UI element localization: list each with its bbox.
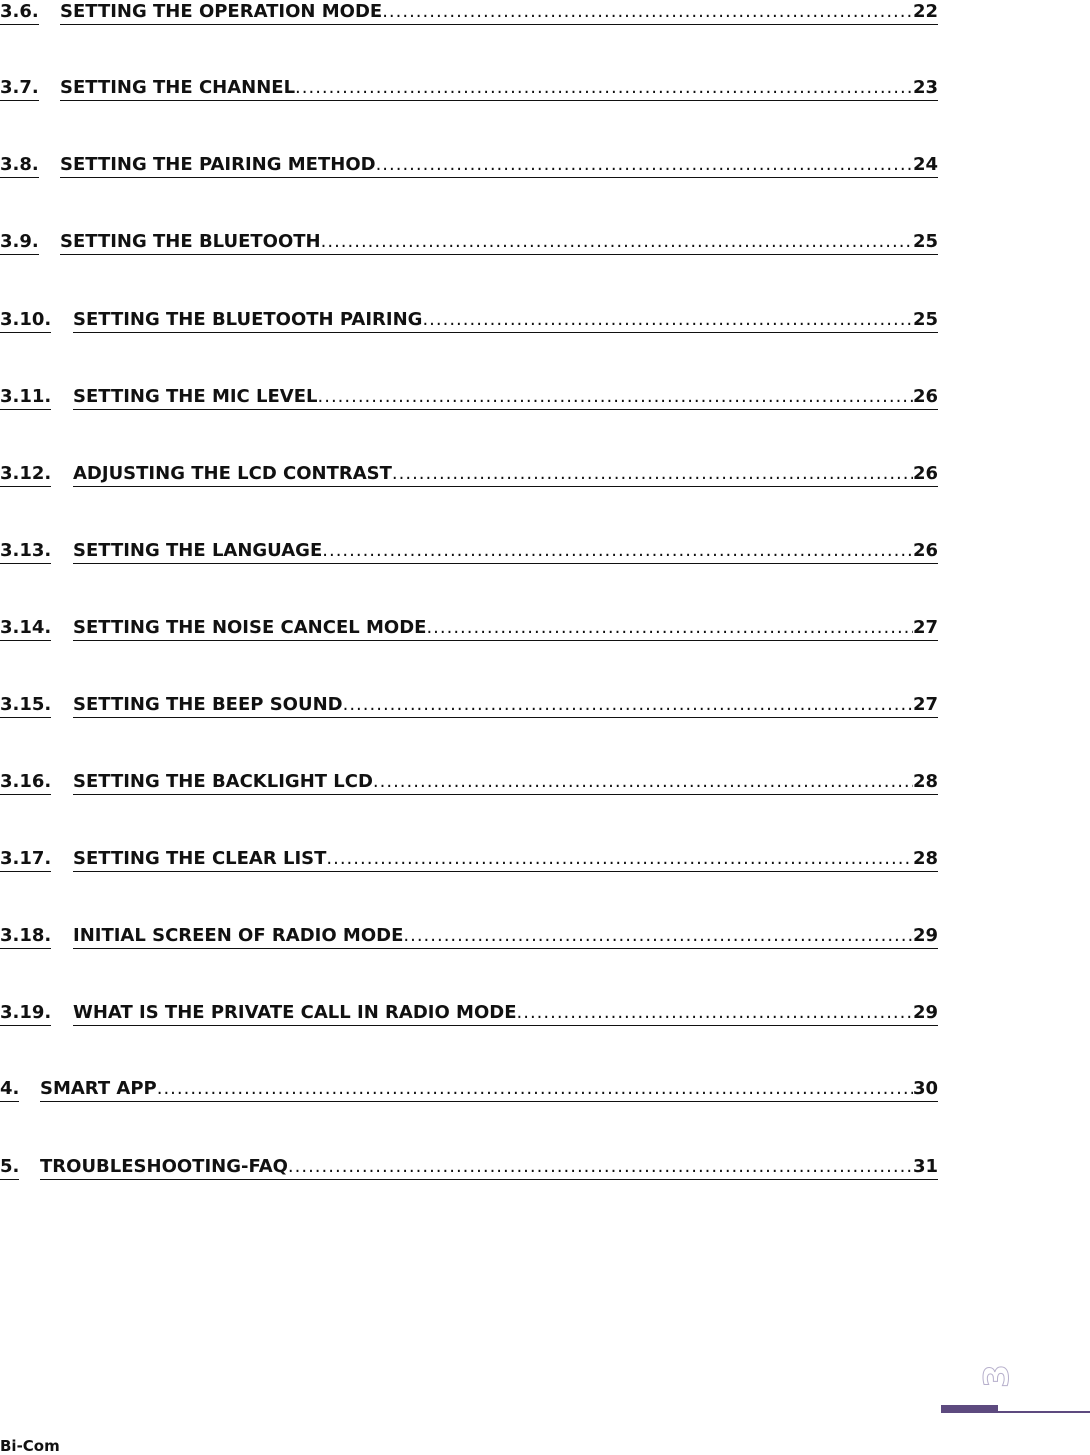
toc-entry-page: 28 bbox=[912, 771, 938, 792]
toc-entry-link[interactable] bbox=[60, 153, 938, 178]
toc-entry-number[interactable]: 3.6. bbox=[0, 0, 39, 25]
toc-entry-title: SETTING THE MIC LEVEL bbox=[73, 386, 318, 407]
toc-dot-leader bbox=[373, 770, 913, 794]
toc-dot-leader bbox=[326, 847, 913, 871]
toc-entry-page: 30 bbox=[912, 1078, 938, 1099]
toc-entry-number[interactable]: 5. bbox=[0, 1155, 19, 1180]
toc-dot-leader bbox=[422, 308, 912, 332]
footer-accent-line bbox=[998, 1411, 1090, 1413]
toc-entry-link[interactable] bbox=[73, 385, 938, 410]
toc-entry-number[interactable]: 3.18. bbox=[0, 924, 51, 949]
toc-dot-leader bbox=[403, 924, 913, 948]
toc-entry-link[interactable] bbox=[73, 616, 938, 641]
toc-entry-page: 27 bbox=[912, 694, 938, 715]
toc-entry-title: SETTING THE OPERATION MODE bbox=[60, 1, 383, 22]
toc-entry-title: ADJUSTING THE LCD CONTRAST bbox=[73, 463, 392, 484]
toc-entry-page: 26 bbox=[912, 463, 938, 484]
toc-entry-link[interactable] bbox=[60, 0, 938, 25]
toc-entry[interactable] bbox=[0, 539, 938, 565]
toc-entry[interactable] bbox=[0, 847, 938, 873]
toc-entry-page: 25 bbox=[912, 231, 938, 252]
toc-entry[interactable] bbox=[0, 1001, 938, 1027]
toc-entry-page: 27 bbox=[912, 617, 938, 638]
toc-dot-leader bbox=[392, 462, 913, 486]
toc-entry[interactable] bbox=[0, 462, 938, 488]
toc-entry-number[interactable]: 3.12. bbox=[0, 462, 51, 487]
toc-entry-page: 31 bbox=[912, 1156, 938, 1177]
toc-entry-number[interactable]: 3.19. bbox=[0, 1001, 51, 1026]
toc-entry-page: 29 bbox=[912, 1002, 938, 1023]
toc-entry-number[interactable]: 4. bbox=[0, 1077, 19, 1102]
footer-brand: Bi-Com bbox=[0, 1437, 60, 1455]
toc-entry-title: WHAT IS THE PRIVATE CALL IN RADIO MODE bbox=[73, 1002, 517, 1023]
toc-entry-page: 28 bbox=[912, 848, 938, 869]
toc-entry-link[interactable] bbox=[73, 770, 938, 795]
toc-entry-number[interactable]: 3.11. bbox=[0, 385, 51, 410]
toc-entry-page: 24 bbox=[912, 154, 938, 175]
toc-dot-leader bbox=[376, 153, 913, 177]
toc-entry-page: 23 bbox=[912, 77, 938, 98]
toc-entry-link[interactable] bbox=[73, 924, 938, 949]
toc-entry-number[interactable]: 3.13. bbox=[0, 539, 51, 564]
toc-entry-page: 29 bbox=[912, 925, 938, 946]
toc-dot-leader bbox=[426, 616, 913, 640]
toc-entry[interactable] bbox=[0, 616, 938, 642]
toc-entry-page: 25 bbox=[912, 309, 938, 330]
toc-entry-title: SETTING THE BACKLIGHT LCD bbox=[73, 771, 373, 792]
toc-entry-link[interactable] bbox=[60, 76, 938, 101]
toc-entry-link[interactable] bbox=[60, 230, 938, 255]
toc-entry-title: SETTING THE BLUETOOTH bbox=[60, 231, 321, 252]
toc-entry-link[interactable] bbox=[40, 1155, 938, 1180]
toc-entry-number[interactable]: 3.10. bbox=[0, 308, 51, 333]
toc-entry-page: 22 bbox=[912, 1, 938, 22]
toc-entry-title: SETTING THE CLEAR LIST bbox=[73, 848, 327, 869]
toc-dot-leader bbox=[318, 385, 913, 409]
toc-entry-link[interactable] bbox=[73, 462, 938, 487]
toc-entry-number[interactable]: 3.8. bbox=[0, 153, 39, 178]
toc-entry-title: SETTING THE BLUETOOTH PAIRING bbox=[73, 309, 423, 330]
toc-entry-number[interactable]: 3.7. bbox=[0, 76, 39, 101]
toc-dot-leader bbox=[295, 76, 913, 100]
toc-entry-number[interactable]: 3.15. bbox=[0, 693, 51, 718]
toc-entry-link[interactable] bbox=[73, 308, 938, 333]
toc-entry-title: SETTING THE CHANNEL bbox=[60, 77, 296, 98]
toc-entry-link[interactable] bbox=[40, 1077, 938, 1102]
toc-dot-leader bbox=[517, 1001, 913, 1025]
toc-entry[interactable] bbox=[0, 770, 938, 796]
toc-entry-link[interactable] bbox=[73, 693, 938, 718]
toc-entry-link[interactable] bbox=[73, 1001, 938, 1026]
page-number: 3 bbox=[977, 1364, 1017, 1388]
toc-dot-leader bbox=[157, 1077, 913, 1101]
toc-entry-number[interactable]: 3.17. bbox=[0, 847, 51, 872]
toc-entry-page: 26 bbox=[912, 540, 938, 561]
toc-entry-title: SETTING THE NOISE CANCEL MODE bbox=[73, 617, 427, 638]
toc-entry[interactable] bbox=[0, 0, 938, 26]
toc-entry-page: 26 bbox=[912, 386, 938, 407]
toc-entry[interactable] bbox=[0, 153, 938, 179]
toc-entry[interactable] bbox=[0, 230, 938, 256]
toc-dot-leader bbox=[322, 539, 913, 563]
toc-dot-leader bbox=[321, 230, 913, 254]
toc-entry-title: SMART APP bbox=[40, 1078, 157, 1099]
toc-dot-leader bbox=[382, 0, 913, 24]
footer-accent-bar bbox=[941, 1405, 998, 1413]
toc-entry-number[interactable]: 3.14. bbox=[0, 616, 51, 641]
toc-entry[interactable] bbox=[0, 1077, 938, 1103]
toc-entry-title: SETTING THE BEEP SOUND bbox=[73, 694, 343, 715]
toc-entry[interactable] bbox=[0, 385, 938, 411]
toc-dot-leader bbox=[343, 693, 913, 717]
toc-entry-number[interactable]: 3.9. bbox=[0, 230, 39, 255]
toc-entry[interactable] bbox=[0, 924, 938, 950]
toc-entry[interactable] bbox=[0, 1155, 938, 1181]
toc-entry-number[interactable]: 3.16. bbox=[0, 770, 51, 795]
toc-entry-title: TROUBLESHOOTING-FAQ bbox=[40, 1156, 288, 1177]
toc-entry-title: INITIAL SCREEN OF RADIO MODE bbox=[73, 925, 404, 946]
toc-entry-link[interactable] bbox=[73, 847, 938, 872]
toc-entry[interactable] bbox=[0, 308, 938, 334]
toc-entry[interactable] bbox=[0, 693, 938, 719]
toc-entry-link[interactable] bbox=[73, 539, 938, 564]
toc-entry-title: SETTING THE LANGUAGE bbox=[73, 540, 323, 561]
toc-entry[interactable] bbox=[0, 76, 938, 102]
toc-dot-leader bbox=[288, 1155, 913, 1179]
toc-entry-title: SETTING THE PAIRING METHOD bbox=[60, 154, 376, 175]
